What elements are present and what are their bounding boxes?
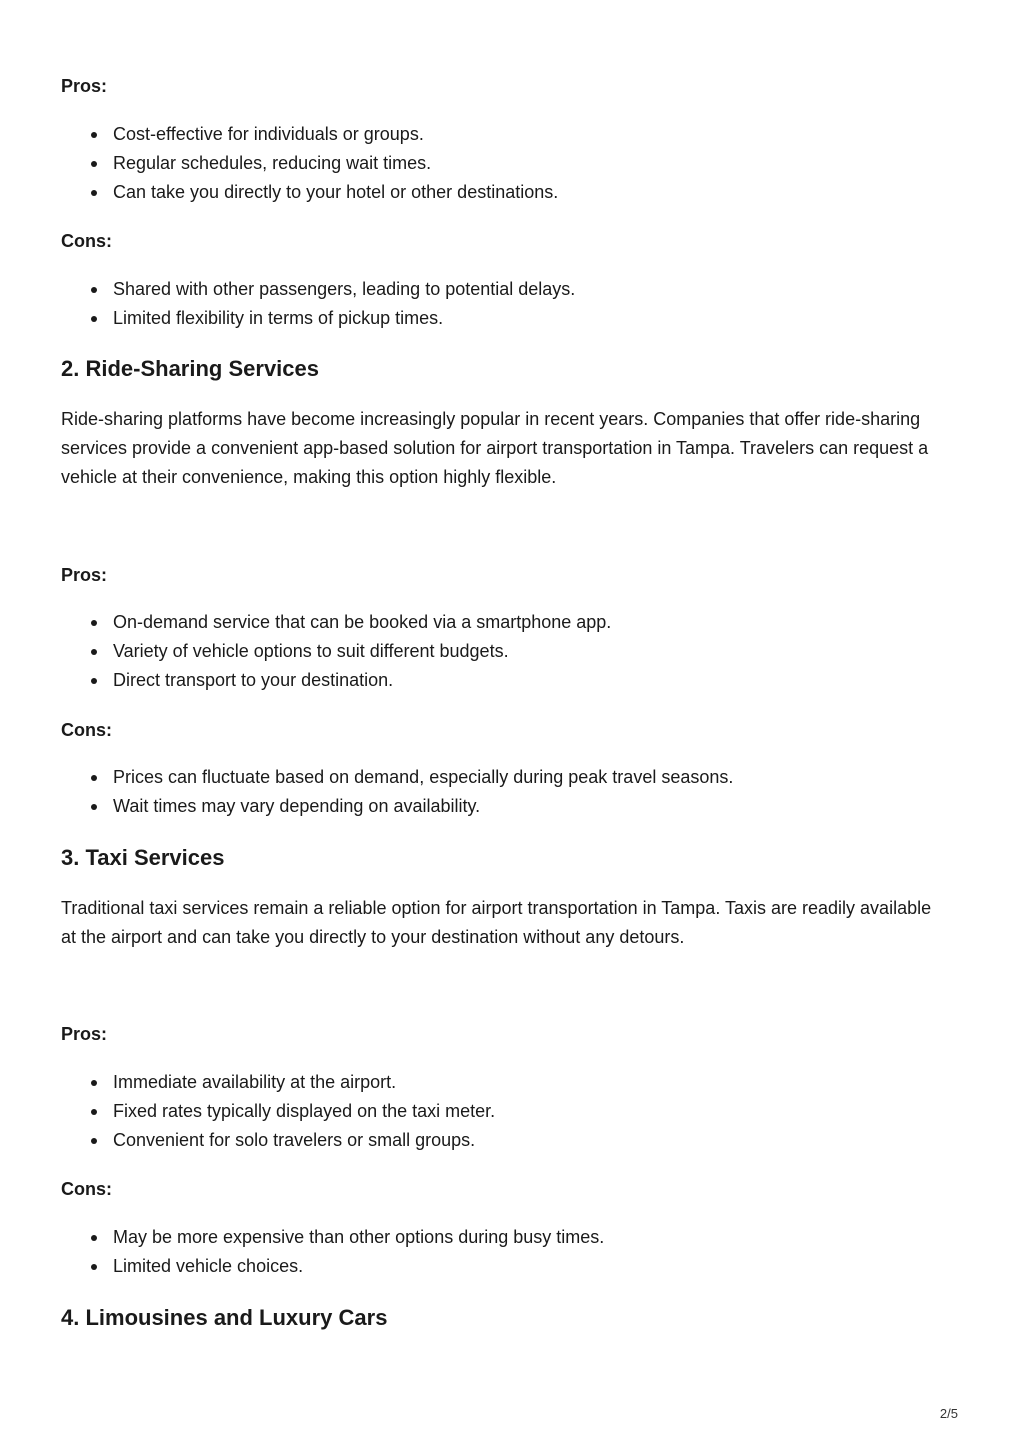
list-item: Direct transport to your destination. [113, 666, 611, 695]
pros-label: Pros: [61, 76, 108, 96]
list-item: On-demand service that can be booked via a smartphone app. [113, 608, 611, 637]
list-item: Variety of vehicle options to suit different budgets. [113, 637, 611, 666]
cons-list [61, 275, 575, 333]
section-heading: 2. Ride-Sharing Services [61, 356, 319, 381]
cons-label: Cons: [61, 1179, 112, 1199]
list-item: Prices can fluctuate based on demand, especially during peak travel seasons. [113, 763, 733, 792]
list-item: Shared with other passengers, leading to potential delays. [113, 275, 575, 304]
page-number: 2/5 [939, 1406, 958, 1421]
section-paragraph: Traditional taxi services remain a reliable option for airport transportation in Tampa. Taxis are readily available at the airport and can take you directly to your destination without any detours. [61, 898, 932, 947]
cons-label: Cons: [61, 720, 112, 740]
cons-label: Cons: [61, 231, 112, 251]
section-paragraph: Ride-sharing platforms have become increasingly popular in recent years. Companies that offer ride-sharing services provide a convenient app-based solution for airport transportation in Tampa. Travelers can request a vehicle at their convenience, making this option highly flexible. [61, 409, 929, 487]
list-item: Convenient for solo travelers or small groups. [113, 1126, 495, 1155]
list-item: Immediate availability at the airport. [113, 1068, 495, 1097]
list-item: Fixed rates typically displayed on the taxi meter. [113, 1097, 495, 1126]
pros-list [61, 120, 558, 207]
list-item: Wait times may vary depending on availability. [113, 792, 733, 821]
section-heading: 4. Limousines and Luxury Cars [61, 1305, 388, 1330]
section-heading: 3. Taxi Services [61, 845, 225, 870]
list-item: Limited flexibility in terms of pickup times. [113, 304, 575, 333]
list-item: May be more expensive than other options during busy times. [113, 1223, 604, 1252]
list-item: Cost-effective for individuals or groups. [113, 120, 558, 149]
pros-label: Pros: [61, 565, 108, 585]
list-item: Regular schedules, reducing wait times. [113, 149, 558, 178]
cons-list [61, 1223, 604, 1281]
list-item: Limited vehicle choices. [113, 1252, 604, 1281]
cons-list [61, 763, 733, 821]
pros-list [61, 1068, 495, 1155]
list-item: Can take you directly to your hotel or other destinations. [113, 178, 558, 207]
pros-label: Pros: [61, 1024, 108, 1044]
pros-list [61, 608, 611, 695]
